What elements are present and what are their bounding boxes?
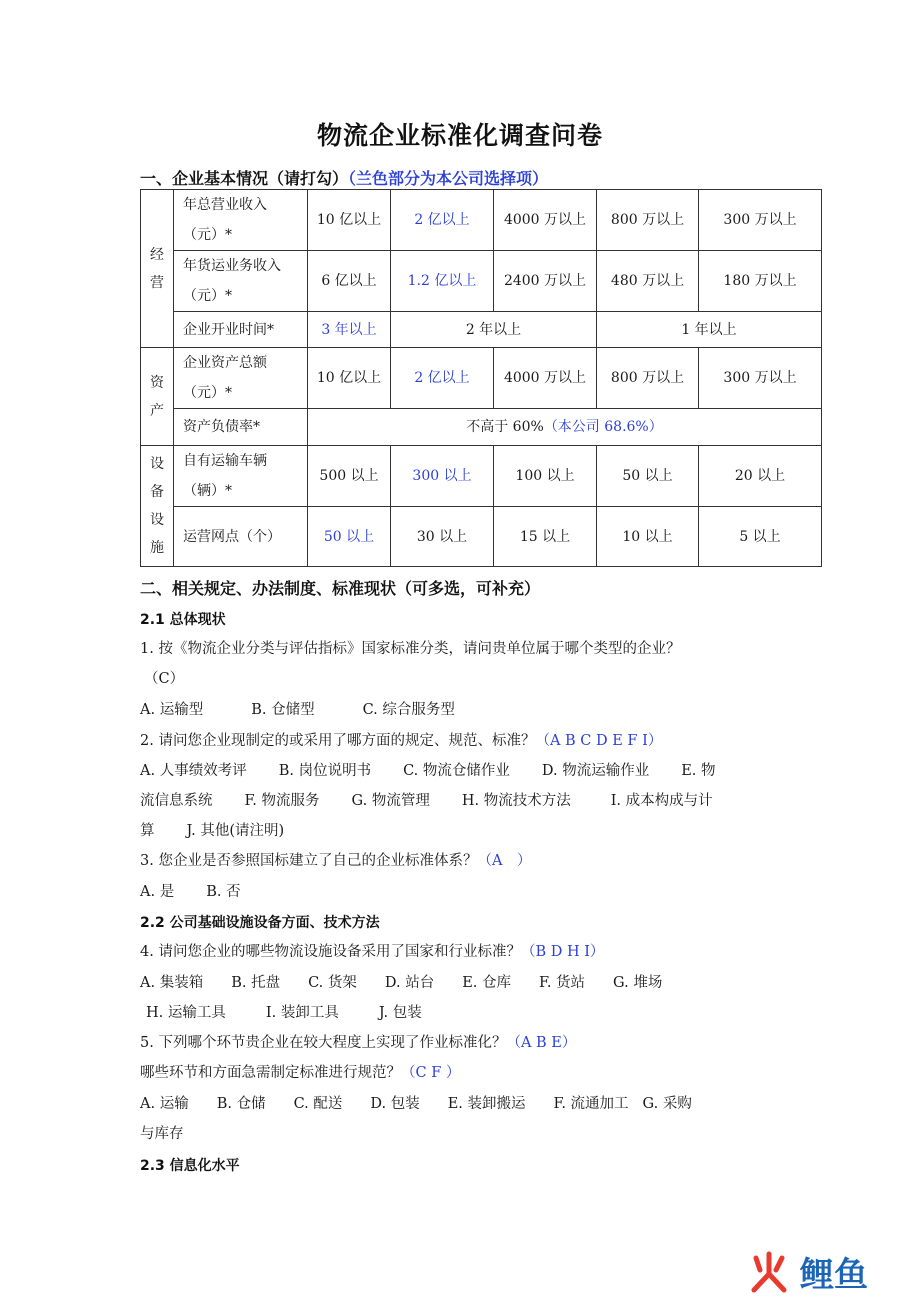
company-debt-ratio: （本公司 68.6%） [543, 419, 663, 435]
question-2-options-line-2: 流信息系统 F. 物流服务 G. 物流管理 H. 物流技术方法 I. 成本构成与计 [140, 793, 713, 809]
question-4-options-line-2: H. 运输工具 I. 装卸工具 J. 包装 [146, 1005, 422, 1021]
group-label-operation: 经 营 [141, 190, 174, 348]
question-4-options-line-1: A. 集装箱 B. 托盘 C. 货架 D. 站台 E. 仓库 F. 货站 G. 堆场 [140, 975, 663, 991]
table-row [141, 507, 822, 567]
subsection-2-2-heading: 2.2 公司基础设施设备方面、技术方法 [140, 915, 380, 931]
option-cell[interactable]: 800 万以上 [597, 348, 699, 409]
option-label: C. 综合服务型 [362, 702, 455, 718]
basic-info-table [140, 189, 822, 567]
option-cell[interactable]: 480 万以上 [597, 251, 699, 312]
row-label-vehicles: 自有运输车辆 （辆）* [174, 446, 308, 507]
option-cell-selected[interactable]: 2 亿以上 [391, 190, 494, 251]
question-5-options-line-2: 与库存 [140, 1126, 184, 1142]
option-cell-selected[interactable]: 3 年以上 [308, 312, 391, 348]
flame-fish-logo-icon [742, 1248, 902, 1294]
table-row [141, 190, 822, 251]
question-2-text: 2. 请问您企业现制定的或采用了哪方面的规定、规范、标准？（A B C D E F I） [140, 733, 663, 749]
option-cell[interactable]: 15 以上 [494, 507, 597, 567]
option-cell[interactable]: 500 以上 [308, 446, 391, 507]
option-cell[interactable]: 300 万以上 [699, 348, 822, 409]
watermark-logo [742, 1248, 902, 1294]
table-row [141, 312, 822, 348]
question-5-text: 5. 下列哪个环节贵企业在较大程度上实现了作业标准化？（A B E） [140, 1035, 577, 1051]
debt-ratio-cell: 不高于 60%（本公司 68.6%） [308, 409, 822, 446]
subsection-2-3-heading: 2.3 信息化水平 [140, 1158, 240, 1174]
option-cell[interactable]: 10 亿以上 [308, 190, 391, 251]
question-1-options [140, 698, 455, 719]
row-label-total-assets: 企业资产总额 （元）* [174, 348, 308, 409]
option-cell[interactable]: 100 以上 [494, 446, 597, 507]
row-label-debt-ratio: 资产负债率* [174, 409, 308, 446]
question-2-options-line-3: 算 J. 其他(请注明) [140, 823, 285, 839]
option-cell-selected[interactable]: 300 以上 [391, 446, 494, 507]
question-3-answer: （A ） [477, 853, 532, 869]
row-label-revenue: 年总营业收入 （元）* [174, 190, 308, 251]
question-3-text: 3. 您企业是否参照国标建立了自己的企业标准体系？（A ） [140, 853, 532, 869]
document-title: 物流企业标准化调查问卷 [316, 121, 603, 150]
question-4-answer: （B D H I） [520, 944, 605, 960]
option-cell[interactable]: 2 年以上 [391, 312, 597, 348]
question-4-text: 4. 请问您企业的哪些物流设施设备采用了国家和行业标准？（B D H I） [140, 944, 605, 960]
group-label-assets: 资 产 [141, 348, 174, 446]
question-3-options: A. 是 B. 否 [140, 884, 241, 900]
question-2-options-line-1: A. 人事绩效考评 B. 岗位说明书 C. 物流仓储作业 D. 物流运输作业 E. 物 [140, 763, 716, 779]
option-cell-selected[interactable]: 2 亿以上 [391, 348, 494, 409]
question-1-answer: （C） [144, 671, 185, 687]
table-row [141, 446, 822, 507]
option-cell[interactable]: 800 万以上 [597, 190, 699, 251]
option-cell[interactable]: 10 以上 [597, 507, 699, 567]
section-1-title: 一、企业基本情况（请打勾） [140, 169, 349, 188]
row-label-freight-revenue: 年货运业务收入 （元）* [174, 251, 308, 312]
table-row [141, 251, 822, 312]
option-label: B. 仓储型 [251, 702, 315, 718]
logo-text: 鲤鱼 [800, 1255, 868, 1294]
option-cell[interactable]: 6 亿以上 [308, 251, 391, 312]
option-cell[interactable]: 20 以上 [699, 446, 822, 507]
section-2-heading: 二、相关规定、办法制度、标准现状（可多选，可补充） [140, 579, 541, 598]
question-5-text-2: 哪些环节和方面急需制定标准进行规范？（C F ） [140, 1065, 461, 1081]
section-1-note: （兰色部分为本公司选择项） [348, 169, 549, 188]
option-cell[interactable]: 5 以上 [699, 507, 822, 567]
section-1-heading [140, 166, 548, 189]
option-cell[interactable]: 300 万以上 [699, 190, 822, 251]
option-cell-selected[interactable]: 50 以上 [308, 507, 391, 567]
question-2-answer: （A B C D E F I） [535, 733, 663, 749]
group-label-facilities: 设 备 设 施 [141, 446, 174, 567]
option-cell[interactable]: 10 亿以上 [308, 348, 391, 409]
option-cell-selected[interactable]: 1.2 亿以上 [391, 251, 494, 312]
option-cell[interactable]: 1 年以上 [597, 312, 822, 348]
row-label-outlets: 运营网点（个） [174, 507, 308, 567]
question-5-options-line-1: A. 运输 B. 仓储 C. 配送 D. 包装 E. 装卸搬运 F. 流通加工 G. 采购 [140, 1096, 692, 1112]
option-cell[interactable]: 4000 万以上 [494, 348, 597, 409]
subsection-2-1-heading: 2.1 总体现状 [140, 612, 226, 628]
question-1-text: 1. 按《物流企业分类与评估指标》国家标准分类，请问贵单位属于哪个类型的企业？ [140, 641, 681, 657]
option-cell[interactable]: 4000 万以上 [494, 190, 597, 251]
option-cell[interactable]: 2400 万以上 [494, 251, 597, 312]
option-cell[interactable]: 180 万以上 [699, 251, 822, 312]
table-row [141, 348, 822, 409]
question-5-answer: （A B E） [506, 1035, 577, 1051]
row-label-years: 企业开业时间* [174, 312, 308, 348]
option-cell[interactable]: 50 以上 [597, 446, 699, 507]
option-cell[interactable]: 30 以上 [391, 507, 494, 567]
option-label: A. 运输型 [140, 702, 204, 718]
question-5-answer-2: （C F ） [401, 1065, 461, 1081]
table-row [141, 409, 822, 446]
